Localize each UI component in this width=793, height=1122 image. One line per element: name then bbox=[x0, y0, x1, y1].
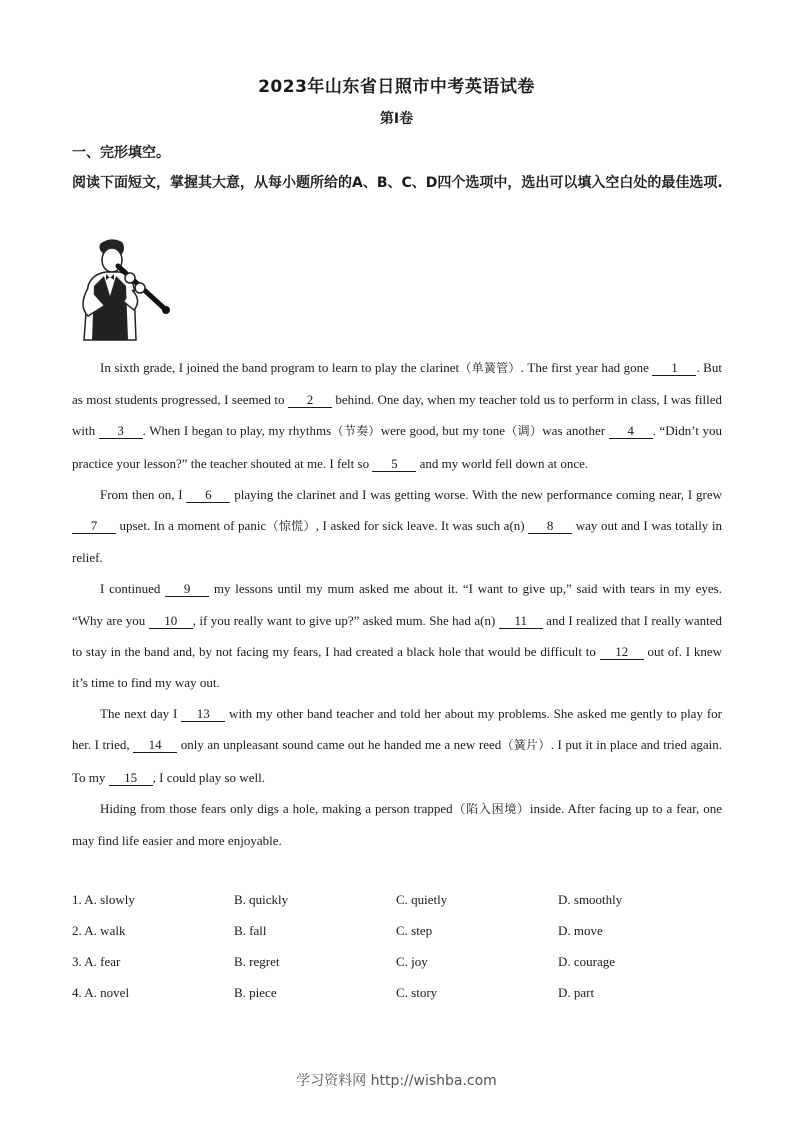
blank-9[interactable]: 9 bbox=[165, 582, 209, 597]
blank-5[interactable]: 5 bbox=[372, 457, 416, 472]
text: In sixth grade, I joined the band program to learn to play the clarinet bbox=[100, 360, 460, 375]
blank-7[interactable]: 7 bbox=[72, 519, 116, 534]
option-c[interactable]: C. story bbox=[396, 984, 438, 1000]
question-row-1 bbox=[72, 884, 732, 915]
option-text: A. slowly bbox=[84, 891, 135, 907]
option-d[interactable]: D. part bbox=[558, 984, 595, 1000]
text: upset. In a moment of panic bbox=[116, 518, 267, 534]
option-c[interactable]: C. step bbox=[396, 922, 433, 938]
instructions: 阅读下面短文，掌握其大意，从每小题所给的A、B、C、D四个选项中，选出可以填入空白处的最佳选项. bbox=[72, 175, 723, 191]
blank-8[interactable]: 8 bbox=[528, 519, 572, 534]
text: way out and I was totally in relief. bbox=[72, 518, 722, 566]
text: with my other band teacher and told her about my problems. She asked me gently to play for her. I tried, bbox=[72, 706, 722, 753]
text: , if you really want to give up?” asked mum. She had a(n) bbox=[192, 612, 499, 628]
question-options bbox=[72, 884, 732, 1008]
option-b[interactable]: B. quickly bbox=[234, 891, 289, 907]
text: playing the clarinet and I was getting worse. With the new performance coming near, I grew bbox=[230, 486, 722, 502]
question-row-3 bbox=[72, 946, 732, 977]
option-text: A. walk bbox=[84, 922, 126, 938]
text: I continued bbox=[100, 581, 166, 597]
text: and I realized that I really wanted to stay in the band and, by not facing my fears, I had created a black hole that would be difficult to bbox=[72, 612, 722, 659]
option-d[interactable]: D. move bbox=[558, 922, 603, 938]
text: From then on, I bbox=[100, 486, 187, 502]
annotation: （惊慌） bbox=[266, 519, 316, 534]
option-text: A. novel bbox=[84, 984, 130, 1000]
option-b[interactable]: B. regret bbox=[234, 953, 280, 969]
annotation: （单簧管） bbox=[459, 361, 521, 375]
text: . “Didn’t you practice your lesson?” the teacher shouted at me. I felt so bbox=[72, 423, 722, 471]
footer-watermark: 学习资料网 http://wishba.com bbox=[296, 1073, 497, 1089]
text: behind. One day, when my teacher told us to perform in class, I was filled with bbox=[72, 392, 723, 439]
paragraph-1 bbox=[72, 352, 722, 479]
text: Hiding from those fears only digs a hole, making a person trapped bbox=[100, 800, 453, 816]
blank-1[interactable]: 1 bbox=[652, 361, 696, 376]
blank-3[interactable]: 3 bbox=[99, 424, 143, 439]
blank-13[interactable]: 13 bbox=[181, 707, 225, 722]
question-number: 2. bbox=[72, 922, 82, 938]
text: only an unpleasant sound came out he handed me a new reed bbox=[177, 737, 502, 753]
blank-11[interactable]: 11 bbox=[499, 614, 543, 629]
paragraph-4 bbox=[72, 698, 722, 793]
exam-title: 2023年山东省日照市中考英语试卷 bbox=[258, 77, 535, 97]
text: my lessons until my mum asked me about it. “I want to give up,” said with tears in my eyes. “Why are you bbox=[72, 581, 722, 628]
blank-2[interactable]: 2 bbox=[288, 393, 332, 408]
question-number: 1. bbox=[72, 891, 82, 907]
annotation: （簧片） bbox=[501, 738, 551, 753]
section-heading: 一、完形填空。 bbox=[72, 145, 170, 161]
text: . The first year had gone bbox=[520, 360, 653, 375]
option-c[interactable]: C. joy bbox=[396, 953, 428, 969]
option-a[interactable] bbox=[72, 923, 234, 939]
question-number: 4. bbox=[72, 984, 82, 1000]
text: inside. After facing up to a fear, one may find life easier and more enjoyable. bbox=[72, 800, 722, 849]
option-text: A. fear bbox=[84, 953, 121, 969]
annotation: （节奏） bbox=[331, 424, 381, 439]
volume-label: 第I卷 bbox=[379, 111, 414, 127]
option-c[interactable]: C. quietly bbox=[396, 891, 448, 907]
question-row-4 bbox=[72, 977, 732, 1008]
text: , I could play so well. bbox=[152, 769, 265, 785]
annotation: （陷入困境） bbox=[452, 801, 530, 816]
option-a[interactable] bbox=[72, 985, 234, 1001]
question-number: 3. bbox=[72, 953, 82, 969]
cloze-passage bbox=[72, 352, 722, 856]
paragraph-3 bbox=[72, 573, 722, 698]
text: were good, but my tone bbox=[380, 423, 506, 439]
blank-12[interactable]: 12 bbox=[600, 645, 644, 660]
question-row-2 bbox=[72, 915, 732, 946]
text: and my world fell down at once. bbox=[416, 455, 589, 471]
option-a[interactable] bbox=[72, 954, 234, 970]
text: The next day I bbox=[100, 706, 182, 722]
option-a[interactable] bbox=[72, 892, 234, 908]
paragraph-5 bbox=[72, 793, 722, 856]
text: , I asked for sick leave. It was such a(n) bbox=[315, 518, 529, 534]
text: . But as most students progressed, I seemed to bbox=[72, 360, 722, 408]
text: out of. I knew it’s time to find my way out. bbox=[72, 643, 722, 691]
clarinet-player-illustration bbox=[70, 236, 172, 344]
text: . When I began to play, my rhythms bbox=[142, 423, 332, 439]
text: . I put it in place and tried again. To my bbox=[72, 737, 722, 785]
blank-15[interactable]: 15 bbox=[109, 771, 153, 786]
blank-10[interactable]: 10 bbox=[149, 614, 193, 629]
blank-14[interactable]: 14 bbox=[133, 738, 177, 753]
option-b[interactable]: B. piece bbox=[234, 984, 277, 1000]
option-b[interactable]: B. fall bbox=[234, 922, 267, 938]
option-d[interactable]: D. courage bbox=[558, 953, 616, 969]
text: was another bbox=[542, 423, 609, 439]
paragraph-2 bbox=[72, 479, 722, 574]
blank-6[interactable]: 6 bbox=[186, 488, 230, 503]
option-d[interactable]: D. smoothly bbox=[558, 891, 623, 907]
annotation: （调） bbox=[505, 424, 543, 439]
blank-4[interactable]: 4 bbox=[609, 424, 653, 439]
